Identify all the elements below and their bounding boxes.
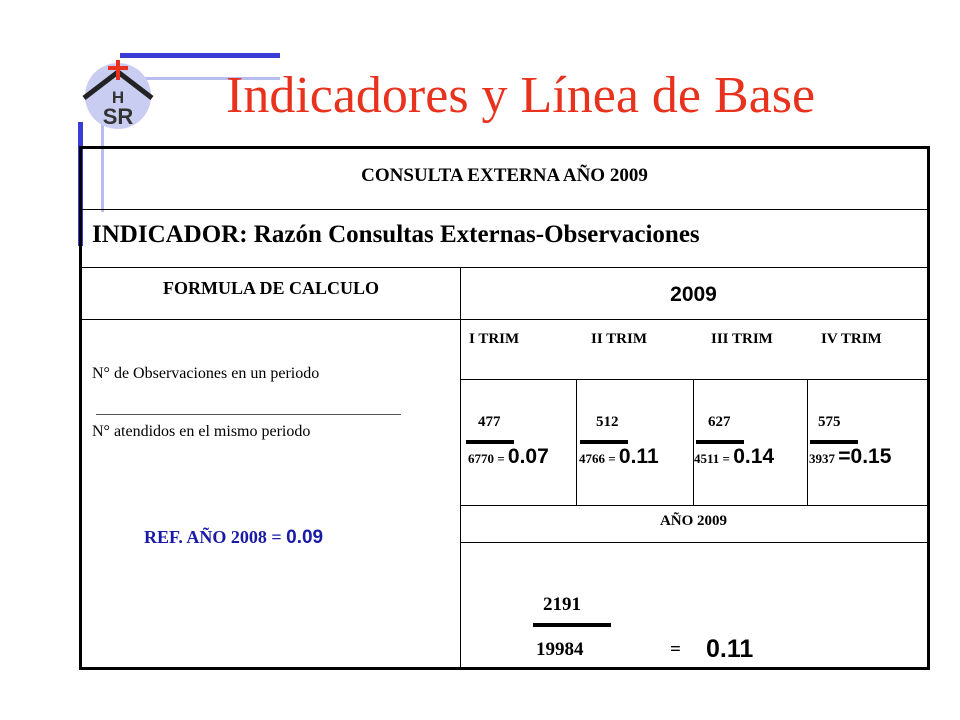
annual-result: 0.11: [706, 635, 754, 663]
quarter-4-fraction-bar: [810, 440, 858, 444]
reference-value: 0.09: [286, 527, 324, 548]
quarter-4-calculation: [809, 445, 891, 469]
quarter-2-calculation: [579, 445, 659, 469]
quarter-2-denominator: 4766 =: [579, 451, 619, 466]
formula-header: FORMULA DE CALCULO: [162, 278, 379, 298]
svg-text:SR: SR: [102, 104, 134, 129]
quarter-3-label: III TRIM: [711, 331, 773, 347]
reference-label: REF. AÑO 2008 =: [144, 527, 287, 547]
quarter-3-numerator: 627: [708, 414, 731, 430]
indicator-label: INDICADOR: Razón Consultas Externas-Observaciones: [92, 221, 700, 248]
formula-numerator: N° de Observaciones en un periodo: [92, 365, 320, 382]
quarter-4-numerator: 575: [818, 414, 841, 430]
annual-equals: =: [670, 639, 681, 660]
indicator-table: [79, 146, 930, 670]
quarter-4-denominator: 3937: [809, 451, 839, 466]
svg-text:H: H: [111, 88, 125, 107]
quarter-1-calculation: [468, 445, 549, 469]
quarter-1-label: I TRIM: [469, 331, 520, 347]
quarter-3-denominator: 4511 =: [694, 451, 734, 466]
page-title: Indicadores y Línea de Base: [226, 67, 816, 124]
quarter-1-denominator: 6770 =: [468, 451, 508, 466]
quarter-1-numerator: 477: [478, 414, 501, 430]
quarter-1-result: 0.07: [507, 445, 549, 468]
annual-fraction-bar: [533, 623, 611, 627]
formula-denominator: N° atendidos en el mismo periodo: [92, 423, 311, 440]
quarter-3-result: 0.14: [733, 445, 775, 468]
annual-denominator: 19984: [536, 639, 584, 660]
table-heading: CONSULTA EXTERNA AÑO 2009: [361, 165, 648, 186]
annual-label: AÑO 2009: [659, 513, 728, 529]
annual-numerator: 2191: [543, 594, 581, 615]
quarter-3-fraction-bar: [696, 440, 744, 444]
quarter-1-fraction-bar: [466, 440, 514, 444]
quarter-2-fraction-bar: [580, 440, 628, 444]
hospital-logo: [78, 58, 158, 130]
quarter-2-result: 0.11: [618, 445, 659, 468]
quarter-3-calculation: [694, 445, 774, 469]
reference-2008: [144, 527, 323, 549]
quarter-2-numerator: 512: [596, 414, 619, 430]
quarter-4-result: =0.15: [838, 445, 892, 468]
year-header: 2009: [670, 283, 717, 306]
quarter-4-label: IV TRIM: [821, 331, 882, 347]
quarter-2-label: II TRIM: [591, 331, 647, 347]
